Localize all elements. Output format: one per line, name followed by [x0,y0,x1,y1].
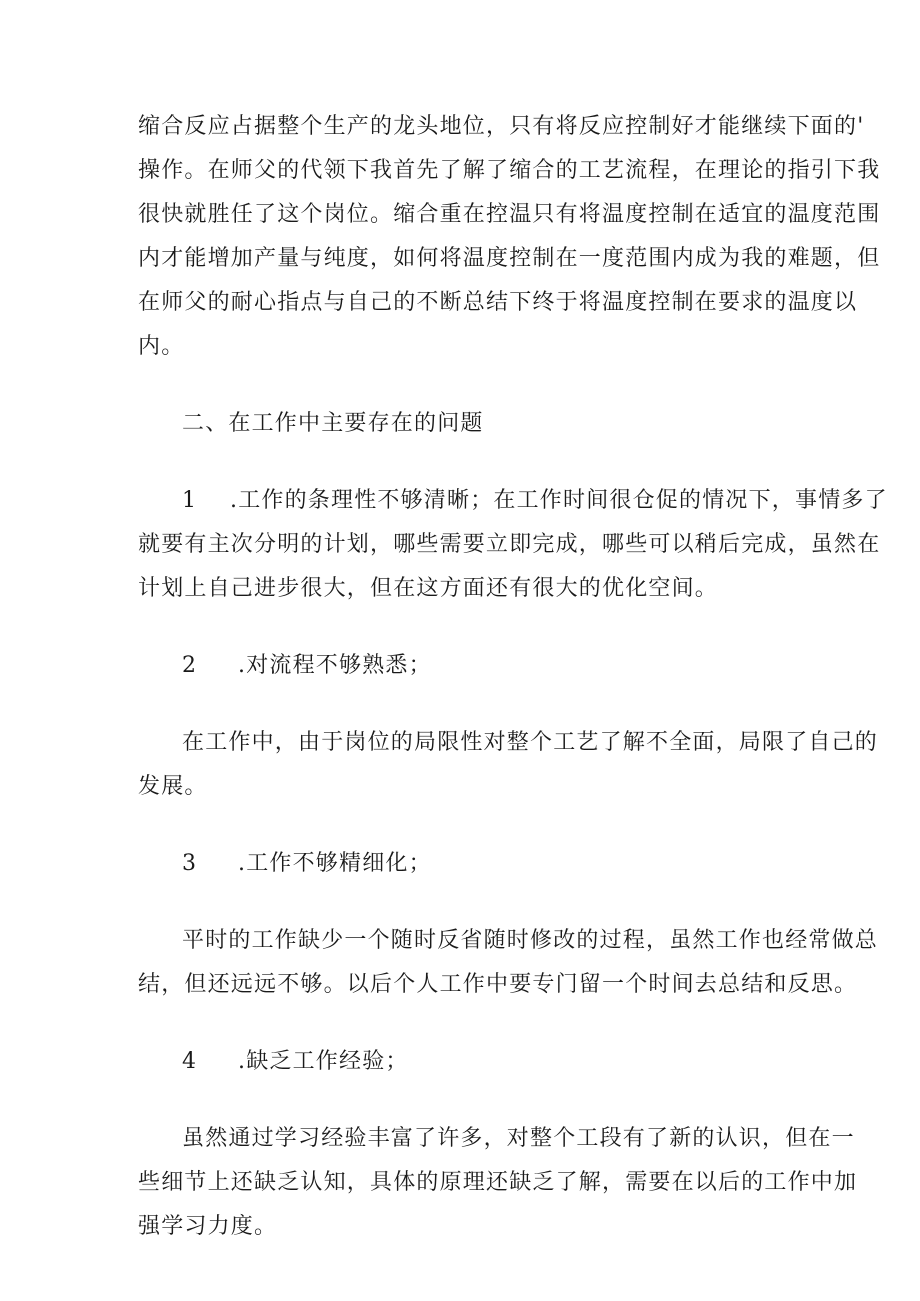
item-title: .对流程不够熟悉； [238,653,432,678]
text-line: .工作的条理性不够清晰；在工作时间很仓促的情况下，事情多了 [230,488,888,513]
paragraph-gap [138,369,788,402]
paragraph-gap [138,611,788,644]
item-number: 2 [182,653,198,678]
item-4-body [138,1117,858,1249]
text-line: 很快就胜任了这个岗位。缩合重在控温只有将温度控制在适宜的温度范围 [138,202,881,227]
paragraph-gap [138,886,788,919]
text-line: 虽然通过学习经验丰富了许多，对整个工段有了新的认识，但在一 [182,1126,855,1151]
item-4-heading [138,1040,788,1084]
paragraph-gap [138,1007,788,1040]
text-line: 强学习力度。 [138,1214,278,1239]
text-line: 就要有主次分明的计划，哪些需要立即完成，哪些可以稍后完成，虽然在 [138,532,881,557]
text-line: 操作。在师父的代领下我首先了解了缩合的工艺流程，在理论的指引下我 [138,158,881,183]
text-line: 内。 [138,334,185,359]
text-line: 在师父的耐心指点与自己的不断总结下终于将温度控制在要求的温度以 [138,290,858,315]
item-1-first-line [138,479,888,523]
section-heading-problems [138,402,788,446]
text-line: 缩合反应占据整个生产的龙头地位，只有将反应控制好才能继续下面的' [138,114,865,139]
paragraph-gap [138,1084,788,1117]
section-heading: 二、在工作中主要存在的问题 [182,411,484,436]
text-line: 在工作中，由于岗位的局限性对整个工艺了解不全面，局限了自己的 [182,730,879,755]
item-3-body [138,919,879,1007]
paragraph-gap [138,446,788,479]
text-line: 计划上自己进步很大，但在这方面还有很大的优化空间。 [138,576,719,601]
text-line: 结，但还远远不够。以后个人工作中要专门留一个时间去总结和反思。 [138,972,858,997]
item-title: .工作不够精细化； [238,851,432,876]
item-2-body [138,721,879,809]
item-1-paragraph [138,479,888,611]
text-line: 发展。 [138,774,208,799]
text-line: 内才能增加产量与纯度，如何将温度控制在一度范围内成为我的难题，但 [138,246,881,271]
paragraph-condensation-reaction [138,105,881,369]
document-body [138,105,888,1249]
item-number: 4 [182,1049,198,1074]
paragraph-gap [138,809,788,842]
text-line: 些细节上还缺乏认知，具体的原理还缺乏了解，需要在以后的工作中加 [138,1170,858,1195]
text-line: 平时的工作缺少一个随时反省随时修改的过程，虽然工作也经常做总 [182,928,879,953]
item-2-heading [138,644,788,688]
item-number: 1 [182,488,198,513]
item-4-title-line [138,1040,788,1084]
item-3-heading [138,842,788,886]
item-title: .缺乏工作经验； [238,1049,409,1074]
item-number: 3 [182,851,198,876]
paragraph-gap [138,688,788,721]
item-3-title-line [138,842,788,886]
item-2-title-line [138,644,788,688]
